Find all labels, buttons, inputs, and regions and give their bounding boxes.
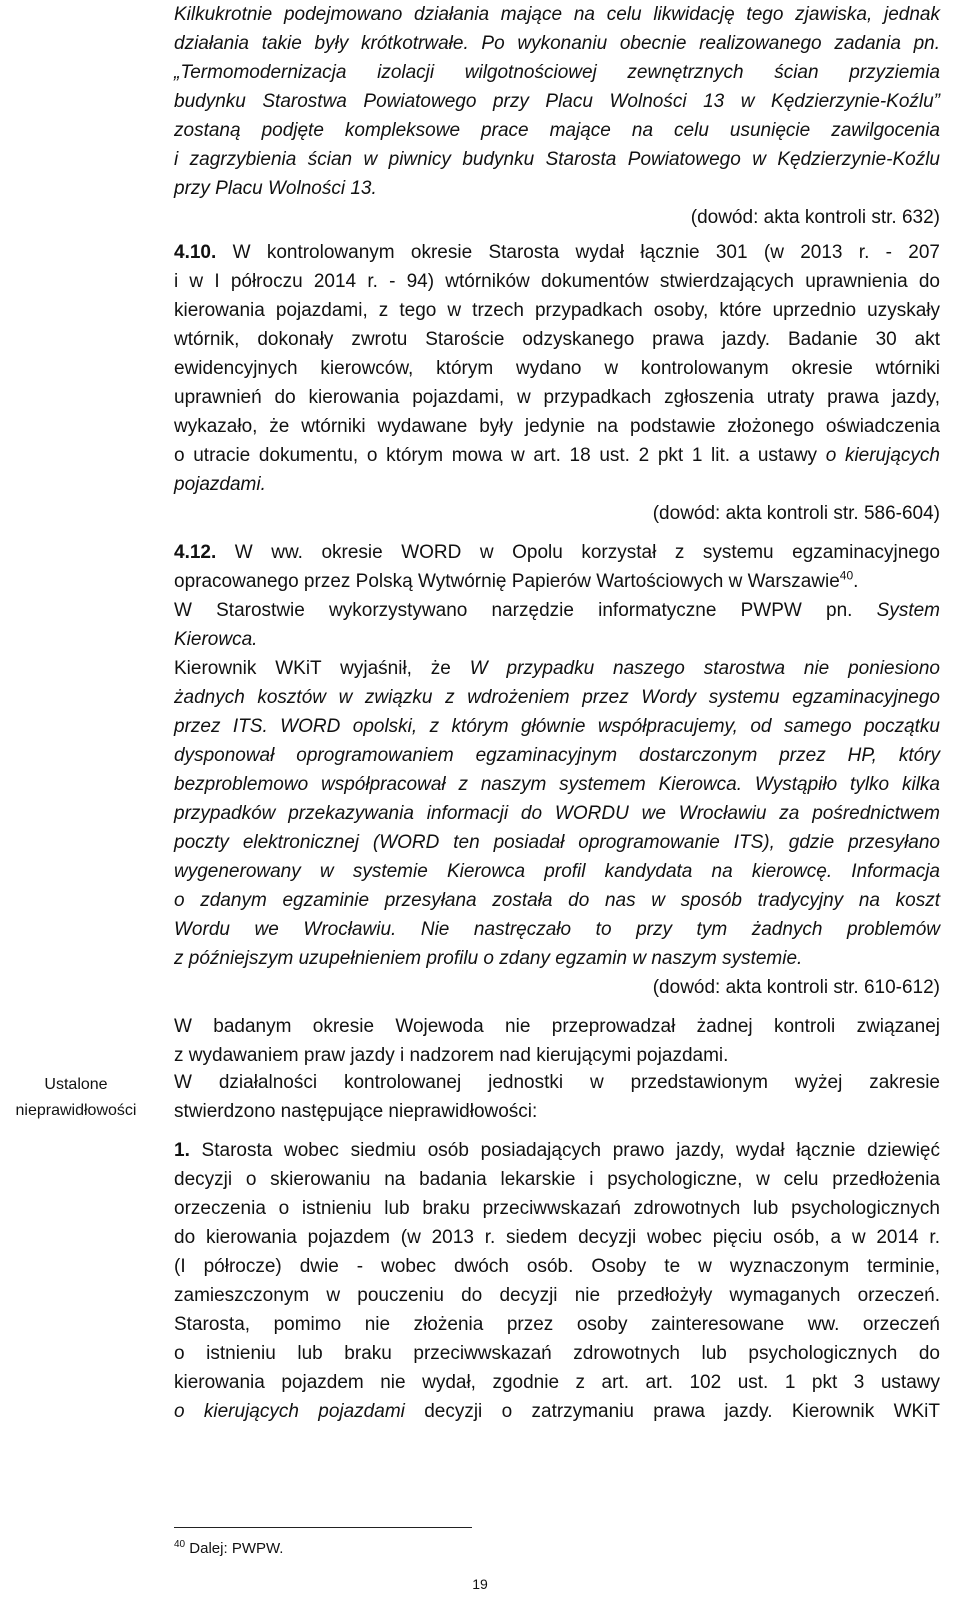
finding-item-line: 1. Starosta wobec siedmiu osób posiadających prawo jazdy, wydał łącznie dziewięć — [174, 1140, 941, 1161]
finding-item-line: do kierowania pojazdem (w 2013 r. siedem decyzji wobec pięciu osób, a w 2014 r. — [174, 1227, 940, 1248]
finding-item-line: Starosta, pomimo nie złożenia przez osoby zainteresowane ww. orzeczeń — [174, 1314, 940, 1335]
footnote-number: 40 — [174, 1539, 186, 1550]
sidebar-label: Ustalone nieprawidłowości — [15, 1076, 137, 1119]
wkit-quote-line: dysponował oprogramowaniem egzaminacyjnym dostarczonym przez HP, który — [174, 745, 940, 766]
paragraph-4-10-line: wtórnik, dokonały zwrotu Staroście odzyskanego prawa jazdy. Badanie 30 akt — [174, 329, 940, 350]
paragraph-4-10-line: wykazało, że wtórniki wydawane były jedynie na podstawie złożonego oświadczenia — [174, 416, 940, 437]
paragraph-4-10-line: 4.10. W kontrolowanym okresie Starosta wydał łącznie 301 (w 2013 r. - 207 — [174, 242, 940, 263]
wkit-quote-line: wygenerowany w systemie Kierowca profil kandydata na kierowcę. Informacja — [174, 861, 940, 882]
wojewoda-line: z wydawaniem praw jazdy i nadzorem nad kierującymi pojazdami. — [174, 1045, 729, 1066]
paragraph-4-12-line: Kierowca. — [174, 629, 258, 650]
paragraph-4-12-line: 4.12. W ww. okresie WORD w Opolu korzystał z systemu egzaminacyjnego — [174, 542, 941, 563]
wkit-quote-line: Kierownik WKiT wyjaśnił, że W przypadku naszego starostwa nie poniesiono — [174, 658, 940, 679]
finding-item-line: (I półrocze) dwie - wobec dwóch osób. Osoby te w wyznaczonym terminie, — [174, 1256, 940, 1277]
intro-line: i zagrzybienia ścian w piwnicy budynku Starosta Powiatowego w Kędzierzynie-Koźlu — [174, 149, 940, 170]
wojewoda-line: W badanym okresie Wojewoda nie przeprowadzał żadnej kontroli związanej — [174, 1016, 940, 1037]
finding-item-line: orzeczenia o istnieniu lub braku przeciwwskazań zdrowotnych lub psychologicznych — [174, 1198, 940, 1219]
page-number: 19 — [472, 1576, 488, 1592]
finding-item-line: kierowania pojazdem nie wydał, zgodnie z art. art. 102 ust. 1 pkt 3 ustawy — [174, 1372, 940, 1393]
paragraph-4-10-line: ewidencyjnych kierowców, którym wydano w kontrolowanym okresie wtórniki — [174, 358, 940, 379]
item-number: 1. — [174, 1140, 190, 1161]
wkit-quote-line: poczty elektronicznej (WORD ten posiadał oprogramowanie ITS), gdzie przesyłano — [174, 832, 940, 853]
paragraph-4-10-line: kierowania pojazdami, z tego w trzech przypadkach osoby, które uprzednio uzyskały — [174, 300, 940, 321]
wkit-quote-line: z późniejszym uzupełnieniem profilu o zdany egzamin w naszym systemie. — [174, 948, 803, 969]
footnote-reference[interactable]: 40 — [839, 568, 854, 583]
paragraph-number: 4.10. — [174, 242, 217, 263]
evidence-reference: (dowód: akta kontroli str. 586-604) — [652, 503, 940, 524]
intro-line: Kilkukrotnie podejmowano działania mające na celu likwidację tego zjawiska, jednak — [174, 4, 940, 25]
wkit-quote-line: żadnych kosztów w związku z wdrożeniem przez Wordy systemu egzaminacyjnego — [174, 687, 940, 708]
findings-line: W działalności kontrolowanej jednostki w przedstawionym wyżej zakresie — [174, 1072, 940, 1093]
evidence-reference: (dowód: akta kontroli str. 610-612) — [652, 977, 940, 998]
intro-line: budynku Starostwa Powiatowego przy Placu Wolności 13 w Kędzierzynie-Koźlu” — [174, 91, 940, 112]
footnote-text: Dalej: PWPW. — [189, 1540, 284, 1557]
footnote — [174, 1539, 283, 1559]
paragraph-4-10-line: pojazdami. — [174, 474, 266, 495]
finding-item-line: zamieszczonym w pouczeniu do decyzji nie przedłożyły wymaganych orzeczeń. — [174, 1285, 940, 1306]
paragraph-4-10-line: o utracie dokumentu, o którym mowa w art. 18 ust. 2 pkt 1 lit. a ustawy o kierujących — [174, 445, 940, 466]
paragraph-4-10-line: uprawnień do kierowania pojazdami, w przypadkach zgłoszenia utraty prawa jazdy, — [174, 387, 940, 408]
paragraph-4-12-line: opracowanego przez Polską Wytwórnię Papierów Wartościowych w Warszawie$^{40}$. — [174, 568, 859, 592]
wkit-quote-line: bezproblemowo współpracował z naszym systemem Kierowca. Wystąpiło tylko kilka — [174, 774, 940, 795]
wkit-quote-line: Wordu we Wrocławiu. Nie nastręczało to przy tym żadnych problemów — [174, 919, 940, 940]
paragraph-4-10-line: i w I półroczu 2014 r. - 94) wtórników dokumentów stwierdzających uprawnienia do — [174, 271, 940, 292]
wkit-quote-line: o zdanym egzaminie przesyłana została do nas w sposób tradycyjny na koszt — [174, 890, 940, 911]
footnote-separator — [174, 1527, 472, 1528]
intro-line: „Termomodernizacja izolacji wilgotnościowej zewnętrznych ścian przyziemia — [174, 62, 940, 83]
intro-line: działania takie były krótkotrwałe. Po wykonaniu obecnie realizowanego zadania pn. — [174, 33, 940, 54]
paragraph-number: 4.12. — [174, 542, 217, 563]
intro-line: przy Placu Wolności 13. — [174, 178, 377, 199]
finding-item-line: o kierujących pojazdami decyzji o zatrzymaniu prawa jazdy. Kierownik WKiT — [174, 1401, 941, 1422]
wkit-quote-line: przez ITS. WORD opolski, z którym głównie współpracujemy, od samego początku — [174, 716, 940, 737]
evidence-reference: (dowód: akta kontroli str. 632) — [690, 207, 940, 228]
wkit-quote-line: przypadków przekazywania informacji do WORDU we Wrocławiu za pośrednictwem — [174, 803, 940, 824]
finding-item-line: decyzji o skierowaniu na badania lekarskie i psychologiczne, w celu przedłożenia — [174, 1169, 940, 1190]
intro-line: zostaną podjęte kompleksowe prace mające na celu usunięcie zawilgocenia — [174, 120, 940, 141]
finding-item-line: o istnieniu lub braku przeciwwskazań zdrowotnych lub psychologicznych do — [174, 1343, 940, 1364]
findings-line: stwierdzono następujące nieprawidłowości: — [174, 1101, 538, 1122]
paragraph-4-12-line: W Starostwie wykorzystywano narzędzie informatyczne PWPW pn. System — [174, 600, 940, 621]
